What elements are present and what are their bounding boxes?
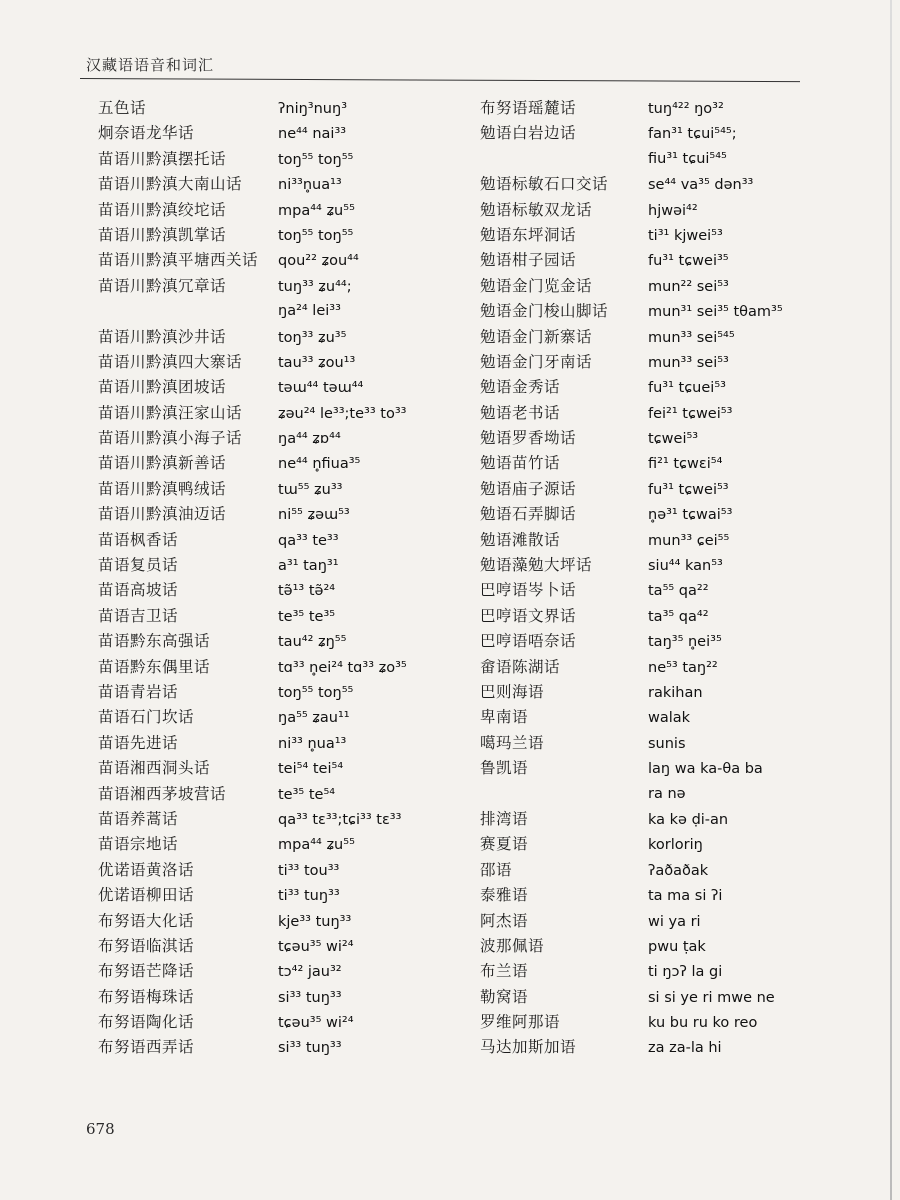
dialect-name: 邵语 bbox=[480, 860, 513, 879]
dialect-name: 赛夏语 bbox=[480, 835, 529, 854]
phonetic-form: toŋ⁵⁵ toŋ⁵⁵ bbox=[278, 227, 354, 244]
dialect-name: 苗语川黔滇新善话 bbox=[98, 454, 227, 473]
dialect-entry bbox=[480, 96, 840, 121]
page-edge bbox=[890, 0, 892, 1200]
dialect-entry bbox=[98, 198, 478, 223]
dialect-name: 苗语川黔滇小海子话 bbox=[98, 429, 243, 448]
phonetic-form: ŋa⁴⁴ ʑɒ⁴⁴ bbox=[278, 431, 341, 448]
dialect-entry bbox=[480, 502, 840, 527]
phonetic-form: ni³³ n̥ua¹³ bbox=[278, 735, 347, 752]
dialect-name: 苗语川黔滇凯掌话 bbox=[98, 225, 227, 244]
dialect-entry bbox=[98, 807, 478, 832]
dialect-entry bbox=[98, 909, 478, 934]
phonetic-form: ta⁵⁵ qa²² bbox=[648, 583, 709, 600]
dialect-entry bbox=[480, 553, 840, 578]
dialect-entry bbox=[98, 528, 478, 553]
dialect-entry bbox=[98, 401, 478, 426]
phonetic-form: mpa⁴⁴ ʑu⁵⁵ bbox=[278, 837, 355, 854]
phonetic-form: si³³ tuŋ³³ bbox=[278, 1040, 342, 1057]
dialect-entry bbox=[98, 985, 478, 1010]
dialect-entry bbox=[98, 731, 478, 756]
dialect-entry bbox=[98, 629, 478, 654]
phonetic-form: siu⁴⁴ kan⁵³ bbox=[648, 558, 723, 575]
dialect-name: 布努语芒降话 bbox=[98, 962, 195, 981]
dialect-entry bbox=[480, 807, 840, 832]
dialect-entry bbox=[480, 350, 840, 375]
dialect-entry bbox=[480, 934, 840, 959]
phonetic-form: a³¹ taŋ³¹ bbox=[278, 558, 339, 575]
dialect-entry bbox=[98, 121, 478, 146]
phonetic-form: tɕəu³⁵ wi²⁴ bbox=[278, 938, 354, 955]
dialect-entry bbox=[480, 832, 840, 857]
dialect-entry bbox=[480, 985, 840, 1010]
dialect-entry bbox=[98, 959, 478, 984]
dialect-name: 苗语复员话 bbox=[98, 556, 179, 575]
phonetic-form: se⁴⁴ va³⁵ dən³³ bbox=[648, 177, 754, 194]
phonetic-form: ni³³n̥ua¹³ bbox=[278, 177, 342, 194]
dialect-entry bbox=[480, 655, 840, 680]
dialect-name: 苗语先进话 bbox=[98, 733, 179, 752]
dialect-name: 勉语东坪洞话 bbox=[480, 225, 577, 244]
phonetic-form: kje³³ tuŋ³³ bbox=[278, 913, 352, 930]
dialect-entry bbox=[98, 883, 478, 908]
phonetic-form: mun³¹ sei³⁵ tθam³⁵ bbox=[648, 304, 783, 321]
dialect-name: 苗语川黔滇四大寨话 bbox=[98, 352, 243, 371]
dialect-entry bbox=[480, 172, 840, 197]
phonetic-form: sunis bbox=[648, 735, 686, 752]
dialect-name: 布兰语 bbox=[480, 962, 529, 981]
dialect-entry bbox=[480, 299, 840, 324]
dialect-entry bbox=[480, 731, 840, 756]
dialect-entry bbox=[480, 680, 840, 705]
phonetic-form: mpa⁴⁴ ʑu⁵⁵ bbox=[278, 202, 355, 219]
dialect-name: 波那佩语 bbox=[480, 936, 545, 955]
dialect-name: 布努语梅珠话 bbox=[98, 987, 195, 1006]
dialect-name: 勉语金门梭山脚话 bbox=[480, 302, 609, 321]
dialect-name: 畲语陈湖话 bbox=[480, 657, 561, 676]
dialect-entry bbox=[480, 1035, 840, 1060]
phonetic-form: toŋ³³ ʑu³⁵ bbox=[278, 329, 347, 346]
dialect-name: 巴哼语唔奈话 bbox=[480, 632, 577, 651]
dialect-entry bbox=[98, 858, 478, 883]
right-column bbox=[480, 96, 840, 1061]
dialect-entry bbox=[480, 604, 840, 629]
dialect-name: 苗语川黔滇冗章话 bbox=[98, 276, 227, 295]
dialect-entry bbox=[98, 502, 478, 527]
dialect-name: 布努语瑶麓话 bbox=[480, 99, 577, 117]
dialect-name: 苗语湘西洞头话 bbox=[98, 759, 211, 778]
dialect-entry bbox=[480, 909, 840, 934]
dialect-name: 苗语川黔滇摆托话 bbox=[98, 149, 227, 168]
phonetic-form: təɯ⁴⁴ təɯ⁴⁴ bbox=[278, 380, 364, 397]
dialect-name: 鲁凯语 bbox=[480, 759, 529, 778]
dialect-name: 勉语滩散话 bbox=[480, 530, 561, 549]
dialect-entry bbox=[480, 756, 840, 781]
phonetic-form: mun³³ sei⁵⁴⁵ bbox=[648, 329, 735, 346]
phonetic-form: walak bbox=[648, 710, 691, 727]
dialect-entry bbox=[480, 782, 840, 807]
dialect-name: 苗语高坡话 bbox=[98, 581, 179, 600]
dialect-entry bbox=[98, 223, 478, 248]
dialect-name: 优诺语黄洛话 bbox=[98, 860, 195, 879]
dialect-name: 勉语金门新寨话 bbox=[480, 327, 593, 346]
phonetic-form: mun²² sei⁵³ bbox=[648, 278, 729, 295]
phonetic-form: za za-la hi bbox=[648, 1040, 722, 1057]
dialect-name: 泰雅语 bbox=[480, 886, 529, 905]
dialect-entry bbox=[98, 832, 478, 857]
dialect-name: 勉语柑子园话 bbox=[480, 251, 577, 270]
dialect-name: 苗语川黔滇绞坨话 bbox=[98, 200, 227, 219]
phonetic-form: tɔ⁴² jau³² bbox=[278, 964, 342, 981]
dialect-entry bbox=[98, 756, 478, 781]
phonetic-form: ta³⁵ qa⁴² bbox=[648, 608, 709, 625]
phonetic-form: ni⁵⁵ ʑəɯ⁵³ bbox=[278, 507, 350, 524]
dialect-entry bbox=[98, 680, 478, 705]
phonetic-form: ra nə bbox=[648, 785, 686, 802]
dialect-entry bbox=[98, 705, 478, 730]
dialect-name: 苗语川黔滇油迈话 bbox=[98, 505, 227, 524]
dialect-entry bbox=[98, 451, 478, 476]
dialect-name: 苗语川黔滇团坡话 bbox=[98, 378, 227, 397]
dialect-entry bbox=[98, 782, 478, 807]
phonetic-form: mun³³ ɕei⁵⁵ bbox=[648, 532, 730, 549]
dialect-entry bbox=[98, 325, 478, 350]
dialect-name: 苗语青岩话 bbox=[98, 682, 179, 701]
phonetic-form: ne⁵³ taŋ²² bbox=[648, 659, 718, 676]
dialect-entry bbox=[98, 553, 478, 578]
phonetic-form: si si ye ri mwe ne bbox=[648, 989, 775, 1006]
dialect-name: 苗语黔东偶里话 bbox=[98, 657, 211, 676]
phonetic-form: ŋa²⁴ lei³³ bbox=[278, 303, 341, 320]
dialect-name: 阿杰语 bbox=[480, 911, 529, 930]
phonetic-form: si³³ tuŋ³³ bbox=[278, 989, 342, 1006]
dialect-entry bbox=[98, 604, 478, 629]
phonetic-form: qa³³ te³³ bbox=[278, 532, 339, 549]
dialect-entry bbox=[98, 248, 478, 273]
dialect-entry bbox=[98, 274, 478, 299]
phonetic-form: korloriŋ bbox=[648, 837, 703, 854]
phonetic-form: taŋ³⁵ n̥ei³⁵ bbox=[648, 634, 722, 651]
dialect-name: 布努语陶化话 bbox=[98, 1013, 195, 1032]
dialect-entry bbox=[480, 629, 840, 654]
dialect-entry bbox=[98, 350, 478, 375]
dialect-entry bbox=[480, 705, 840, 730]
dialect-entry bbox=[480, 401, 840, 426]
phonetic-form: ne⁴⁴ nai³³ bbox=[278, 126, 347, 143]
phonetic-form: tə̃¹³ tə̃²⁴ bbox=[278, 583, 336, 600]
phonetic-form: n̥ə³¹ tɕwai⁵³ bbox=[648, 507, 733, 524]
dialect-entry bbox=[480, 147, 840, 172]
phonetic-form: ne⁴⁴ n̥fiua³⁵ bbox=[278, 456, 361, 473]
phonetic-form: tau³³ ʑou¹³ bbox=[278, 354, 356, 371]
dialect-entry bbox=[98, 147, 478, 172]
phonetic-form: ʑəu²⁴ le³³;te³³ to³³ bbox=[278, 405, 407, 422]
dialect-entry bbox=[480, 959, 840, 984]
phonetic-form: te³⁵ te³⁵ bbox=[278, 608, 336, 625]
dialect-name: 卑南语 bbox=[480, 708, 529, 727]
dialect-entry bbox=[98, 426, 478, 451]
dialect-name: 勉语苗竹话 bbox=[480, 454, 561, 473]
dialect-entry bbox=[98, 1035, 478, 1060]
phonetic-form: te³⁵ te⁵⁴ bbox=[278, 786, 336, 803]
dialect-name: 苗语川黔滇汪家山话 bbox=[98, 403, 243, 422]
dialect-entry bbox=[480, 274, 840, 299]
phonetic-form: rakihan bbox=[648, 684, 703, 701]
dialect-name: 巴哼语岑卜话 bbox=[480, 581, 577, 600]
dialect-name: 布努语临淇话 bbox=[98, 936, 195, 955]
phonetic-form: ta ma si ʔi bbox=[648, 888, 723, 905]
dialect-name: 巴则海语 bbox=[480, 682, 545, 701]
dialect-name: 勒窝语 bbox=[480, 987, 529, 1006]
phonetic-form: ʔniŋ³nuŋ³ bbox=[278, 101, 348, 117]
phonetic-form: ka kə ḍi-an bbox=[648, 811, 729, 828]
header-rule bbox=[80, 78, 800, 82]
phonetic-form: wi ya ri bbox=[648, 913, 701, 930]
dialect-entry bbox=[98, 96, 478, 121]
dialect-name: 苗语养蒿话 bbox=[98, 809, 179, 828]
phonetic-form: fu³¹ tɕwei⁵³ bbox=[648, 481, 729, 498]
dialect-entry bbox=[480, 1010, 840, 1035]
dialect-name: 噶玛兰语 bbox=[480, 733, 545, 752]
phonetic-form: toŋ⁵⁵ toŋ⁵⁵ bbox=[278, 684, 354, 701]
dialect-entry bbox=[480, 198, 840, 223]
phonetic-form: tuŋ³³ ʑu⁴⁴; bbox=[278, 278, 352, 295]
dialect-entry bbox=[480, 578, 840, 603]
page-number: 678 bbox=[86, 1120, 115, 1138]
phonetic-form: ti ŋɔʔ la gi bbox=[648, 964, 723, 981]
phonetic-form: ti³¹ kjwei⁵³ bbox=[648, 227, 723, 244]
dialect-name: 马达加斯加语 bbox=[480, 1038, 577, 1057]
phonetic-form: fiu³¹ tɕui⁵⁴⁵ bbox=[648, 150, 727, 167]
phonetic-form: tɑ³³ n̥ei²⁴ tɑ³³ ʑo³⁵ bbox=[278, 659, 407, 676]
dialect-entry bbox=[480, 858, 840, 883]
dialect-name: 苗语川黔滇沙井话 bbox=[98, 327, 227, 346]
dialect-entry bbox=[480, 883, 840, 908]
dialect-name: 勉语藻勉大坪话 bbox=[480, 556, 593, 575]
phonetic-form: fu³¹ tɕuei⁵³ bbox=[648, 380, 726, 397]
dialect-entry bbox=[480, 477, 840, 502]
dialect-name: 勉语标敏石口交话 bbox=[480, 175, 609, 194]
dialect-entry bbox=[98, 477, 478, 502]
dialect-entry bbox=[98, 375, 478, 400]
dialect-name: 勉语庙子源话 bbox=[480, 479, 577, 498]
dialect-entry bbox=[480, 325, 840, 350]
dialect-entry bbox=[98, 934, 478, 959]
dialect-entry bbox=[480, 248, 840, 273]
phonetic-form: qa³³ tɛ³³;tɕi³³ tɛ³³ bbox=[278, 811, 402, 828]
dialect-name: 罗维阿那语 bbox=[480, 1013, 561, 1032]
phonetic-form: tɕəu³⁵ wi²⁴ bbox=[278, 1015, 354, 1032]
phonetic-form: fan³¹ tɕui⁵⁴⁵; bbox=[648, 126, 737, 143]
phonetic-form: hjwəi⁴² bbox=[648, 202, 698, 219]
phonetic-form: ku bu ru ko reo bbox=[648, 1015, 758, 1032]
dialect-name: 苗语川黔滇鸭绒话 bbox=[98, 479, 227, 498]
dialect-name: 炯奈语龙华话 bbox=[98, 124, 195, 143]
dialect-name: 苗语川黔滇平塘西关话 bbox=[98, 251, 259, 270]
phonetic-form: tau⁴² ʑŋ⁵⁵ bbox=[278, 634, 347, 651]
dialect-name: 勉语金门牙南话 bbox=[480, 352, 593, 371]
phonetic-form: pwu ṭak bbox=[648, 938, 706, 955]
dialect-entry bbox=[480, 426, 840, 451]
phonetic-form: fi²¹ tɕwɛi⁵⁴ bbox=[648, 456, 723, 473]
phonetic-form: toŋ⁵⁵ toŋ⁵⁵ bbox=[278, 151, 354, 168]
dialect-name: 苗语石门坎话 bbox=[98, 708, 195, 727]
phonetic-form: ʔaðaðak bbox=[648, 862, 709, 879]
phonetic-form: tei⁵⁴ tei⁵⁴ bbox=[278, 761, 344, 778]
dialect-name: 巴哼语文界话 bbox=[480, 606, 577, 625]
dialect-entry bbox=[480, 528, 840, 553]
dialect-name: 排湾语 bbox=[480, 809, 529, 828]
dialect-name: 布努语西弄话 bbox=[98, 1038, 195, 1057]
dialect-name: 勉语石弄脚话 bbox=[480, 505, 577, 524]
dialect-entry bbox=[480, 451, 840, 476]
dialect-name: 苗语黔东高强话 bbox=[98, 632, 211, 651]
dialect-name: 勉语金秀话 bbox=[480, 378, 561, 397]
dialect-name: 勉语金门览金话 bbox=[480, 276, 593, 295]
dialect-entry bbox=[480, 223, 840, 248]
phonetic-form: ti³³ tuŋ³³ bbox=[278, 888, 340, 905]
phonetic-form: tɕwei⁵³ bbox=[648, 431, 699, 448]
dialect-name: 苗语川黔滇大南山话 bbox=[98, 175, 243, 194]
dialect-entry bbox=[480, 375, 840, 400]
dialect-name: 布努语大化话 bbox=[98, 911, 195, 930]
phonetic-form: tɯ⁵⁵ ʑu³³ bbox=[278, 481, 343, 498]
phonetic-form: fei²¹ tɕwei⁵³ bbox=[648, 405, 733, 422]
dialect-name: 五色话 bbox=[98, 99, 147, 117]
phonetic-form: laŋ wa ka-θa ba bbox=[648, 761, 763, 778]
dialect-entry bbox=[98, 172, 478, 197]
dialect-entry bbox=[98, 299, 478, 324]
dialect-name: 勉语罗香坳话 bbox=[480, 429, 577, 448]
dialect-entry bbox=[98, 1010, 478, 1035]
dialect-name: 苗语湘西茅坡营话 bbox=[98, 784, 227, 803]
left-column bbox=[98, 96, 478, 1061]
dialect-name: 苗语吉卫话 bbox=[98, 606, 179, 625]
phonetic-form: mun³³ sei⁵³ bbox=[648, 354, 729, 371]
dialect-name: 勉语白岩边话 bbox=[480, 124, 577, 143]
dialect-name: 勉语老书话 bbox=[480, 403, 561, 422]
phonetic-form: fu³¹ tɕwei³⁵ bbox=[648, 253, 729, 270]
dialect-name: 苗语枫香话 bbox=[98, 530, 179, 549]
phonetic-form: qou²² ʑou⁴⁴ bbox=[278, 253, 359, 270]
phonetic-form: tuŋ⁴²² ŋo³² bbox=[648, 101, 724, 117]
dialect-entry bbox=[98, 655, 478, 680]
phonetic-form: ŋa⁵⁵ ʑau¹¹ bbox=[278, 710, 350, 727]
dialect-name: 苗语宗地话 bbox=[98, 835, 179, 854]
dialect-entry bbox=[480, 121, 840, 146]
dialect-name: 优诺语柳田话 bbox=[98, 886, 195, 905]
dialect-entry bbox=[98, 578, 478, 603]
running-header: 汉藏语语音和词汇 bbox=[86, 56, 215, 74]
dialect-name: 勉语标敏双龙话 bbox=[480, 200, 593, 219]
phonetic-form: ti³³ tou³³ bbox=[278, 862, 340, 879]
